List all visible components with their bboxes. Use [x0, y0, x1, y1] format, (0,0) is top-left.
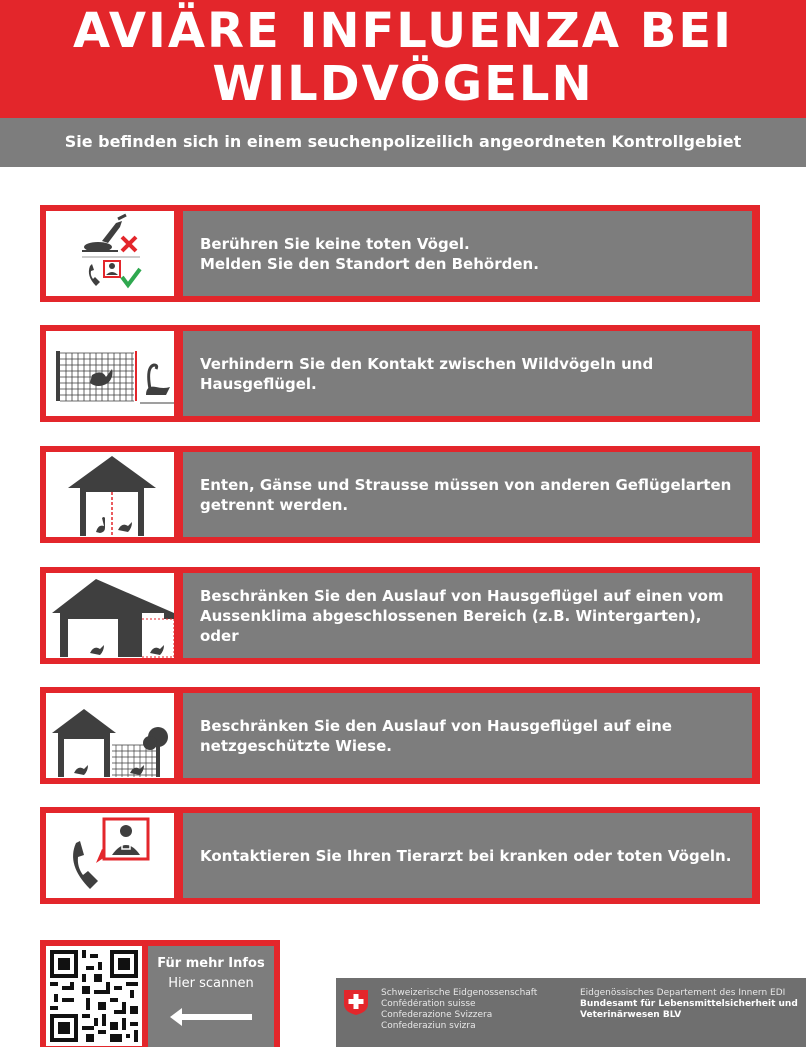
rule-row-1 [40, 205, 760, 302]
rule-text-box [183, 331, 752, 416]
rule-row-6 [40, 807, 760, 904]
scan-info-box [148, 946, 274, 1047]
rule-text: Kontaktieren Sie Ihren Tierarzt bei kranken oder toten Vögeln. [200, 846, 732, 865]
rule-text-box [183, 693, 752, 778]
rule-text: Berühren Sie keine toten Vögel. Melden Sie den Standort den Behörden. [200, 234, 539, 273]
office-name-2: Veterinärwesen BLV [580, 1010, 682, 1020]
rule-row-3 [40, 446, 760, 543]
title-line-2: WILDVÖGELN [212, 56, 594, 112]
title-banner [0, 0, 806, 118]
qr-panel[interactable] [40, 940, 280, 1047]
qr-code-icon[interactable] [46, 946, 142, 1046]
swiss-flag-icon [342, 988, 370, 1016]
rule-row-5 [40, 687, 760, 784]
rule-text-box [183, 813, 752, 898]
fence-separation-icon [46, 331, 174, 416]
rule-row-4 [40, 567, 760, 664]
subtitle: Sie befinden sich in einem seuchenpolizeilich angeordneten Kontrollgebiet [64, 132, 742, 151]
netted-meadow-icon [46, 693, 174, 778]
confederation-it: Confederazione Svizzera [381, 1010, 493, 1020]
dead-bird-report-icon [46, 211, 174, 296]
rule-text: Verhindern Sie den Kontakt zwischen Wildvögeln und Hausgeflügel. [200, 354, 654, 393]
rule-text: Beschränken Sie den Auslauf von Hausgeflügel auf einen vom Aussenklima abgeschlossenen Bereich (z.B. Wintergarten), oder [200, 586, 724, 645]
rule-text: Enten, Gänse und Strausse müssen von anderen Geflügelarten getrennt werden. [200, 475, 732, 514]
call-vet-icon [46, 813, 174, 898]
department-info [580, 988, 802, 1021]
federal-footer [336, 978, 806, 1047]
confederation-fr: Confédération suisse [381, 999, 476, 1009]
office-name-1: Bundesamt für Lebensmittelsicherheit und [580, 999, 798, 1009]
rule-row-2 [40, 325, 760, 422]
subtitle-banner [0, 118, 806, 167]
confederation-names [381, 988, 576, 1032]
rule-text-box [183, 573, 752, 658]
arrow-left-icon [168, 1006, 254, 1028]
confederation-de: Schweizerische Eidgenossenschaft [381, 988, 538, 998]
scan-here-label: Hier scannen [168, 976, 254, 991]
rule-text: Beschränken Sie den Auslauf von Hausgeflügel auf eine netzgeschützte Wiese. [200, 716, 672, 755]
rule-text-box [183, 452, 752, 537]
more-info-label: Für mehr Infos [157, 956, 265, 971]
confederation-rm: Confederaziun svizra [381, 1021, 476, 1031]
enclosed-run-icon [46, 573, 174, 658]
separated-barn-icon [46, 452, 174, 537]
rule-text-box [183, 211, 752, 296]
department-name: Eidgenössisches Departement des Innern EDI [580, 988, 786, 998]
title-line-1: AVIÄRE INFLUENZA BEI [72, 3, 734, 59]
